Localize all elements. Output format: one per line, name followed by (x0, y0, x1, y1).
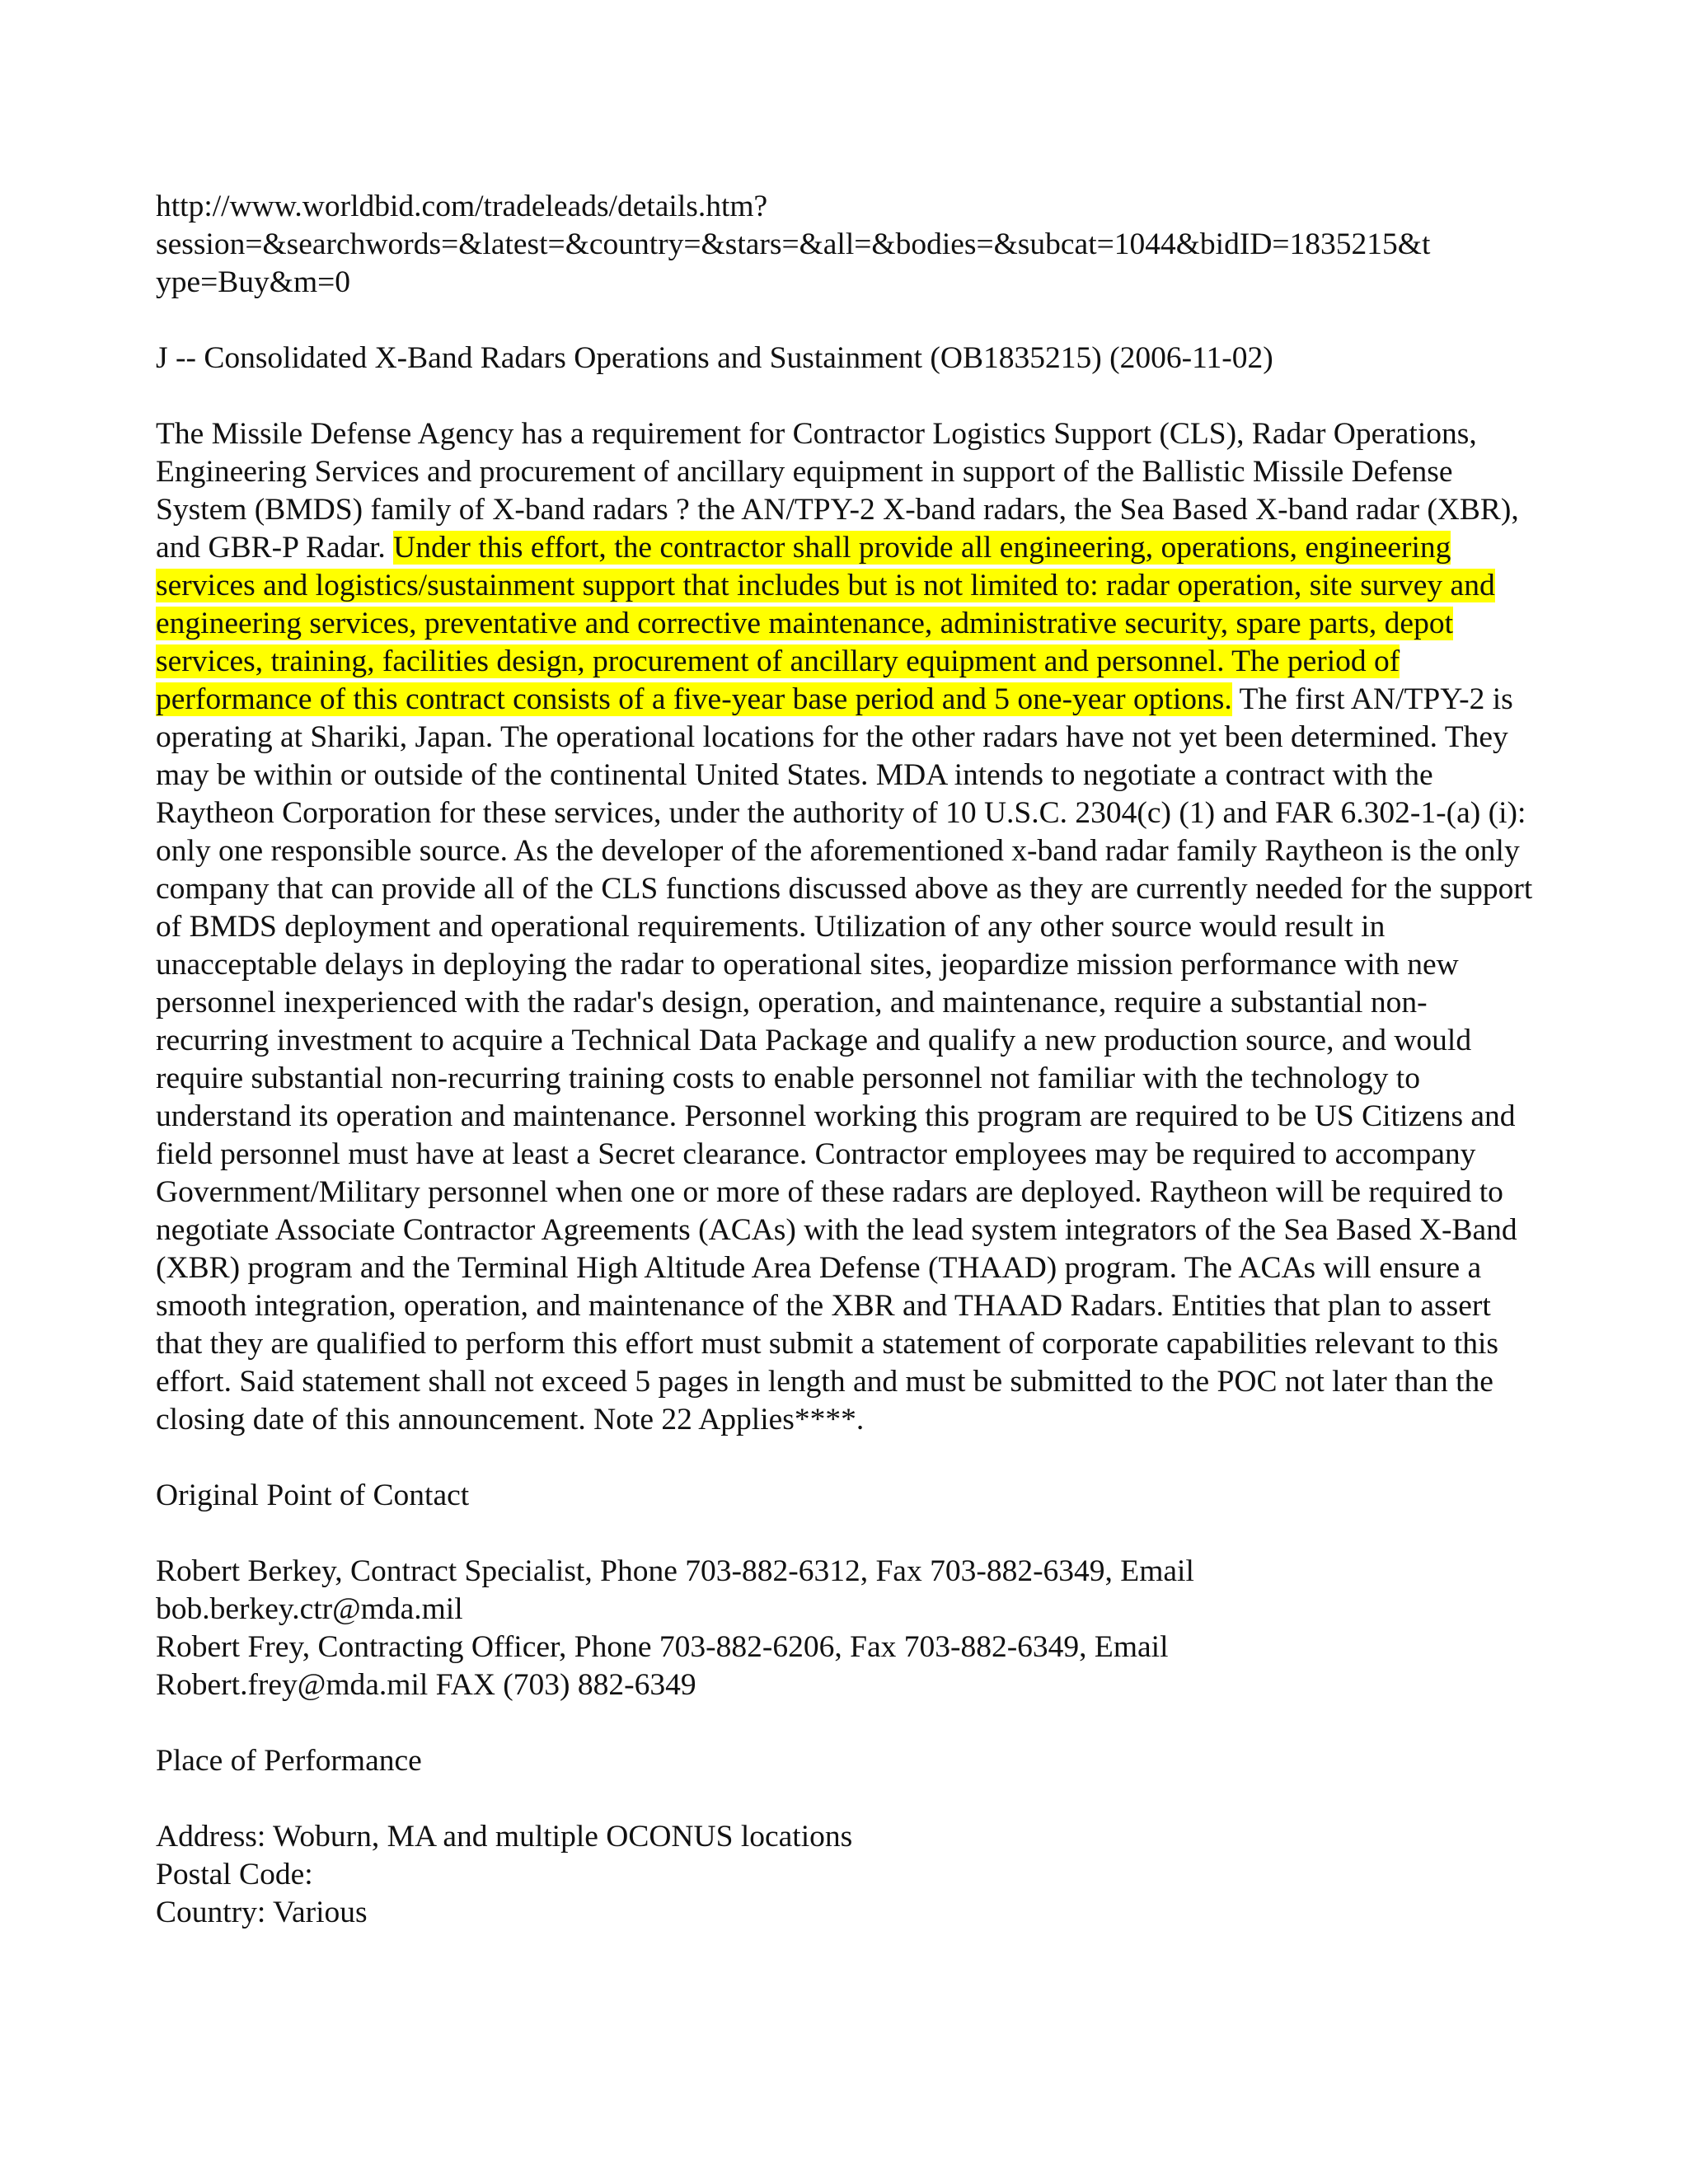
spacer (156, 302, 1540, 340)
source-url-line-1: http://www.worldbid.com/tradeleads/details.htm? (156, 190, 768, 223)
performance-block (156, 1818, 1540, 1932)
spacer (156, 1704, 1540, 1742)
performance-address: Address: Woburn, MA and multiple OCONUS locations (156, 1820, 853, 1854)
source-url-line-2: session=&searchwords=&latest=&country=&stars=&all=&bodies=&subcat=1044&bidID=1835215&t (156, 227, 1431, 261)
performance-postal-code: Postal Code: (156, 1858, 313, 1891)
spacer (156, 1439, 1540, 1477)
body-highlighted: Under this effort, the contractor shall provide all engineering, operations, engineering services and logistics/sustainment support that includes but is not limited to: radar operation, site survey and engineering services, preventative and corrective maintenance, administrative security, spare parts, depot services, training, facilities design, procurement of ancillary equipment and personnel. The period of performance of this contract consists of a five-year base period and 5 one-year options. (156, 531, 1495, 716)
spacer (156, 1515, 1540, 1553)
contact-line-1: Robert Berkey, Contract Specialist, Phone 703-882-6312, Fax 703-882-6349, Email (156, 1554, 1194, 1588)
document-page (156, 188, 1540, 1932)
body-intro: The Missile Defense Agency has a requirement for Contractor Logistics Support (CLS), Radar Operations, Engineering Services and procurement of ancillary equipment in support of the Ballistic Missile Defense System (BMDS) family of X-band radars ? the AN/TPY-2 X-band radars, the Sea Based X-band radar (XBR), and GBR-P Radar. (156, 417, 1519, 565)
contact-heading: Original Point of Contact (156, 1479, 470, 1512)
contact-line-3: Robert Frey, Contracting Officer, Phone 703-882-6206, Fax 703-882-6349, Email (156, 1630, 1169, 1664)
contact-block (156, 1553, 1540, 1704)
source-url (156, 188, 1540, 302)
performance-country: Country: Various (156, 1896, 368, 1929)
notice-body (156, 415, 1540, 1439)
contact-line-2: bob.berkey.ctr@mda.mil (156, 1592, 463, 1626)
spacer (156, 377, 1540, 415)
performance-heading: Place of Performance (156, 1744, 422, 1778)
notice-title: J -- Consolidated X-Band Radars Operations and Sustainment (OB1835215) (2006-11-02) (156, 341, 1273, 375)
spacer (156, 1780, 1540, 1818)
body-rest: The first AN/TPY-2 is operating at Shariki, Japan. The operational locations for the other radars have not yet been determined. They may be within or outside of the continental United States. MDA intends to negotiate a contract with the Raytheon Corporation for these services, under the authority of 10 U.S.C. 2304(c) (1) and FAR 6.302-1-(a) (i): only one responsible source. As the developer of the aforementioned x-band radar family Raytheon is the only company that can provide all of the CLS functions discussed above as they are currently needed for the support of BMDS deployment and operational requirements. Utilization of any other source would result in unacceptable delays in deploying the radar to operational sites, jeopardize mission performance with new personnel inexperienced with the radar's design, operation, and maintenance, require a substantial non-recurring investment to acquire a Technical Data Package and qualify a new production source, and would require substantial non-recurring training costs to enable personnel not familiar with the technology to understand its operation and maintenance. Personnel working this program are required to be US Citizens and field personnel must have at least a Secret clearance. Contractor employees may be required to accompany Government/Military personnel when one or more of these radars are deployed. Raytheon will be required to negotiate Associate Contractor Agreements (ACAs) with the lead system integrators of the Sea Based X-Band (XBR) program and the Terminal High Altitude Area Defense (THAAD) program. The ACAs will ensure a smooth integration, operation, and maintenance of the XBR and THAAD Radars. Entities that plan to assert that they are qualified to perform this effort must submit a statement of corporate capabilities relevant to this effort. Said statement shall not exceed 5 pages in length and must be submitted to the POC not later than the closing date of this announcement. Note 22 Applies****. (156, 682, 1533, 1436)
source-url-line-3: ype=Buy&m=0 (156, 265, 351, 299)
contact-line-4: Robert.frey@mda.mil FAX (703) 882-6349 (156, 1668, 696, 1702)
